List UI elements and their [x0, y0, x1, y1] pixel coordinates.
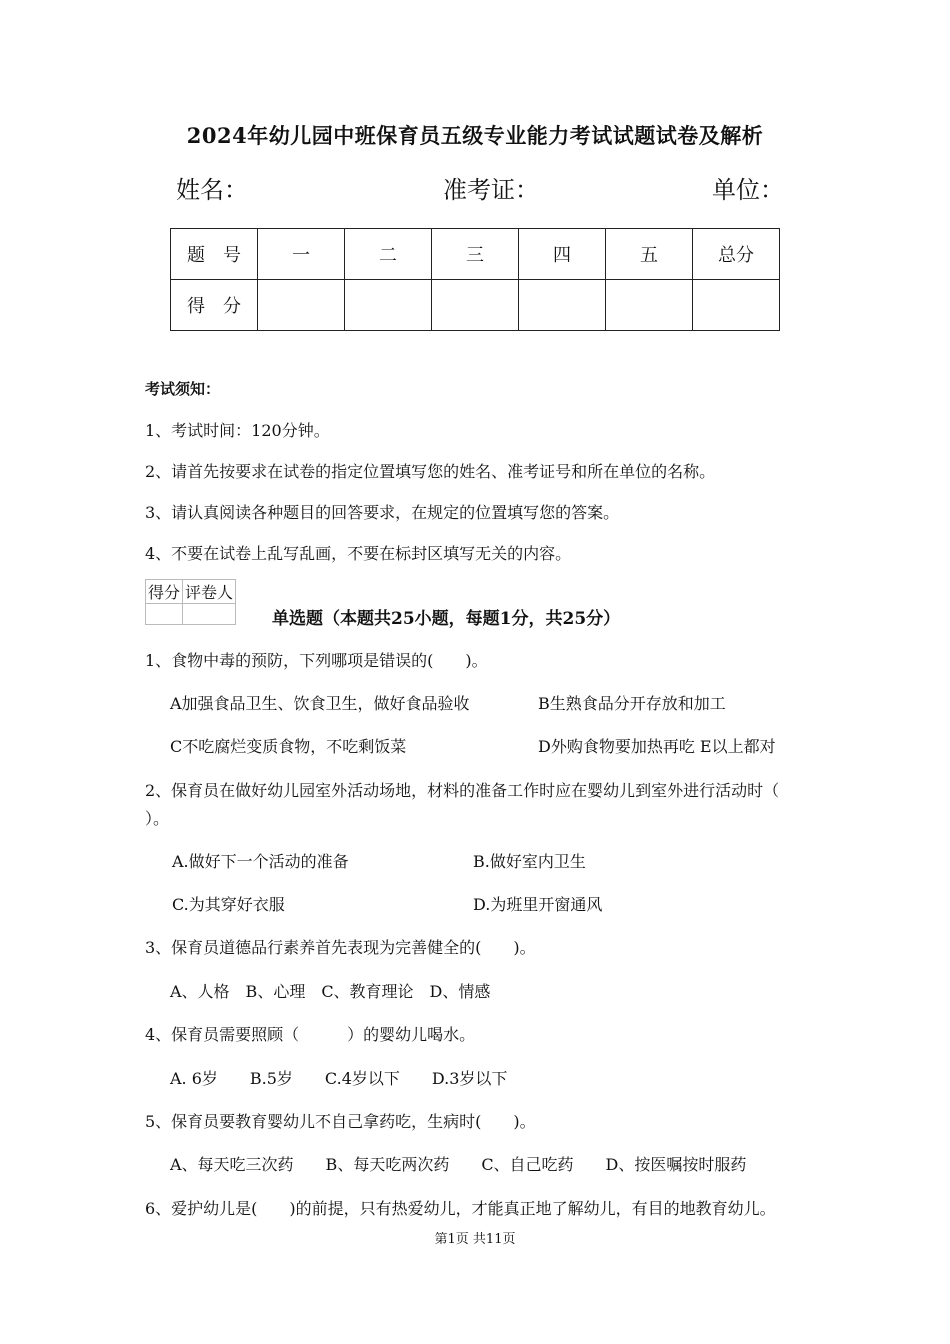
question-5-stem: 5、保育员要教育婴幼儿不自己拿药吃，生病时( )。: [145, 1112, 536, 1131]
exam-id-label: 准考证：: [443, 176, 539, 204]
question-4-stem: 4、保育员需要照顾（ ）的婴幼儿喝水。: [145, 1025, 476, 1044]
header-cell-5: 五: [606, 229, 693, 280]
score-cell-2[interactable]: [345, 280, 432, 331]
score-cell-4[interactable]: [519, 280, 606, 331]
score-table-header-row: [171, 229, 780, 280]
grader-reviewer-cell[interactable]: [183, 604, 236, 625]
score-table-score-row: [171, 280, 780, 331]
question-5-options: A、每天吃三次药 B、每天吃两次药 C、自己吃药 D、按医嘱按时服药: [170, 1155, 747, 1174]
score-cell-total[interactable]: [693, 280, 780, 331]
header-cell-4: 四: [519, 229, 606, 280]
notice-item-4: 4、不要在试卷上乱写乱画，不要在标封区填写无关的内容。: [145, 544, 572, 563]
page-title: 2024年幼儿园中班保育员五级专业能力考试试题试卷及解析: [186, 123, 764, 148]
notice-item-2: 2、请首先按要求在试卷的指定位置填写您的姓名、准考证号和所在单位的名称。: [145, 462, 716, 481]
question-1-option-d: D外购食物要加热再吃 E以上都对: [538, 737, 776, 756]
question-2-option-a: A.做好下一个活动的准备: [172, 852, 349, 871]
score-table: [170, 228, 780, 331]
page-footer: 第1页 共11页: [434, 1232, 516, 1247]
header-cell-total: 总分: [693, 229, 780, 280]
header-cell-3: 三: [432, 229, 519, 280]
question-2-stem-line-1: 2、保育员在做好幼儿园室外活动场地，材料的准备工作时应在婴幼儿到室外进行活动时（: [145, 781, 780, 800]
grader-score-cell[interactable]: [146, 604, 183, 625]
score-row-label: 得 分: [171, 280, 258, 331]
grader-reviewer-label: 评卷人: [183, 580, 236, 604]
header-cell-question-no: 题 号: [171, 229, 258, 280]
notice-item-1: 1、考试时间：120分钟。: [145, 421, 330, 440]
question-1-stem: 1、食物中毒的预防，下列哪项是错误的( )。: [145, 651, 488, 670]
question-2-option-c: C.为其穿好衣服: [172, 895, 285, 914]
question-1-option-b: B生熟食品分开存放和加工: [538, 694, 726, 713]
question-1-option-a: A加强食品卫生、饮食卫生，做好食品验收: [170, 694, 470, 713]
question-2-stem-line-2: ）。: [145, 809, 170, 828]
question-2-option-b: B.做好室内卫生: [473, 852, 586, 871]
score-cell-1[interactable]: [258, 280, 345, 331]
name-label: 姓名：: [176, 176, 248, 204]
unit-label: 单位：: [712, 176, 784, 204]
grader-score-label: 得分: [146, 580, 183, 604]
header-cell-2: 二: [345, 229, 432, 280]
notice-heading: 考试须知：: [145, 380, 221, 398]
question-3-options: A、人格 B、心理 C、教育理论 D、情感: [170, 982, 491, 1001]
score-cell-5[interactable]: [606, 280, 693, 331]
question-3-stem: 3、保育员道德品行素养首先表现为完善健全的( )。: [145, 938, 536, 957]
section-title: 单选题（本题共25小题，每题1分，共25分）: [272, 609, 621, 629]
notice-item-3: 3、请认真阅读各种题目的回答要求，在规定的位置填写您的答案。: [145, 503, 620, 522]
question-2-option-d: D.为班里开窗通风: [473, 895, 603, 914]
header-cell-1: 一: [258, 229, 345, 280]
question-6-stem: 6、爱护幼儿是( )的前提，只有热爱幼儿，才能真正地了解幼儿，有目的地教育幼儿。: [145, 1199, 776, 1218]
grader-box: [145, 579, 236, 625]
question-4-options: A. 6岁 B.5岁 C.4岁以下 D.3岁以下: [170, 1069, 508, 1088]
question-1-option-c: C不吃腐烂变质食物，不吃剩饭菜: [170, 737, 407, 756]
score-cell-3[interactable]: [432, 280, 519, 331]
